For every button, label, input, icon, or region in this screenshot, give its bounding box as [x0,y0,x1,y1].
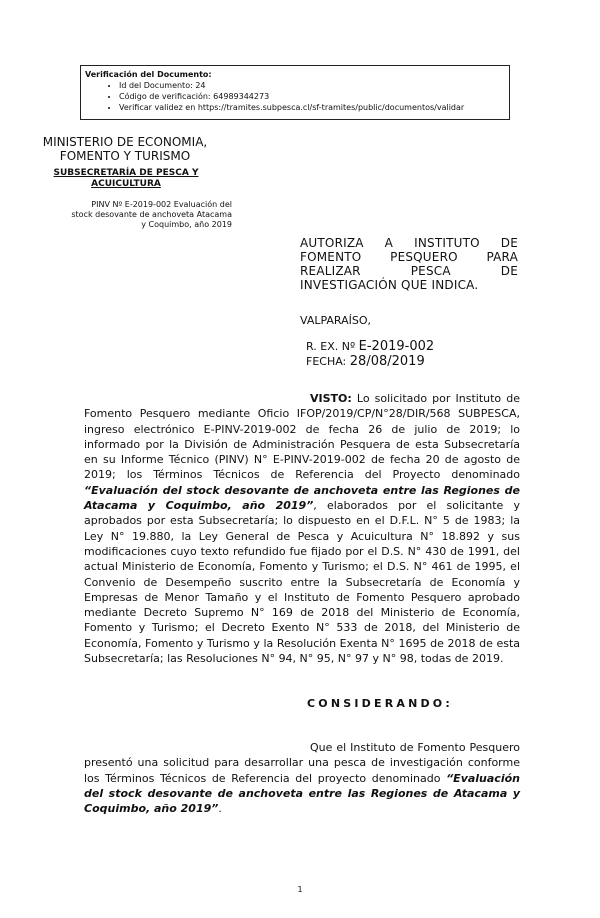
ministry-line-1: MINISTERIO DE ECONOMIA, [42,135,208,149]
subsecretaria-line-2: ACUICULTURA [91,179,161,189]
verification-id: • Id del Documento: 24 [119,80,509,91]
verification-url[interactable]: • Verificar validez en https://tramites.subpesca.cl/sf-tramites/public/documentos/validar [119,102,509,113]
considerando-text-b: . [218,802,222,816]
place-label: VALPARAÍSO, [300,314,372,327]
visto-paragraph [84,391,520,666]
ministry-name [20,135,230,163]
pinv-line-2: stock desovante de anchoveta Atacama [71,210,232,219]
verification-title: Verificación del Documento: [85,70,212,79]
date-value: 28/08/2019 [349,354,425,369]
pinv-reference [20,200,232,230]
considerando-project-name: “Evaluación del stock desovante de anchoveta entre las Regiones de Atacama y Coquimbo, año 2019” [84,771,520,816]
page-number: 1 [297,885,303,894]
resolution-date-line [306,354,434,369]
date-label: FECHA: [306,355,347,368]
visto-project-name: “Evaluación del stock desovante de anchoveta entre las Regiones de Atacama y Coquimbo, año 2019” [84,483,520,513]
verification-list [85,80,509,113]
considerando-heading: CONSIDERANDO: [307,697,453,710]
pinv-line-3: y Coquimbo, año 2019 [141,220,232,229]
document-title: AUTORIZA A INSTITUTO DE FOMENTO PESQUERO PARA REALIZAR PESCA DE INVESTIGACIÓN QUE INDICA. [300,236,518,292]
considerando-text-a: Que el Instituto de Fomento Pesquero presentó una solicitud para desarrollar una pesca de investigación conforme los Términos Técnicos de Referencia del proyecto denominado [84,741,520,785]
resolution-number-line [306,339,434,354]
document-verification-box [80,65,510,120]
considerando-paragraph [84,740,520,816]
visto-label: VISTO: [310,392,352,405]
rex-value: E-2019-002 [358,339,435,354]
rex-label: R. EX. Nº [306,340,356,353]
resolution-block [306,339,434,369]
pinv-line-1: PINV Nº E-2019-002 Evaluación del [91,200,232,209]
ministry-line-2: FOMENTO Y TURISMO [59,149,191,163]
visto-text-b: , elaborados por el solicitante y aprobados por esta Subsecretaría; lo dispuesto en el D.F.L. N° 5 de 1983; la Ley N° 19.880, la Ley General de Pesca y Acuicultura N° 18.892 y sus modificaciones cuyo texto refundido fue fijado por el D.S. N° 430 de 1991, del actual Ministerio de Economía, Fomento y Turismo; el D.S. N° 461 de 1995, el Convenio de Desempeño suscrito entre la Subsecretaría de Economía y Empresas de Menor Tamaño y el Instituto de Fomento Pesquero aprobado mediante Decreto Supremo N° 169 de 2018 del Ministerio de Economía, Fomento y Turismo; el Decreto Exento N° 533 de 2018, del Ministerio de Economía, Fomento y Turismo y la Resolución Exenta N° 1695 de 2018 de esta Subsecretaría; las Resoluciones N° 94, N° 95, N° 97 y N° 98, todas de 2019. [84,499,520,666]
visto-text-a: Lo solicitado por Instituto de Fomento Pesquero mediante Oficio IFOP/2019/CP/N°28/DIR/568 SUBPESCA, ingreso electrónico E-PINV-2019-002 de fecha 26 de julio de 2019; lo informado por la División de Administración Pesquera de esta Subsecretaría en su Informe Técnico (PINV) N° E-PINV-2019-002 de fecha 20 de agosto de 2019; los Términos Técnicos de Referencia del Proyecto denominado [84,392,520,482]
subsecretaria-line-1: SUBSECRETARÍA DE PESCA Y [53,168,199,178]
verification-code: • Código de verificación: 64989344273 [119,91,509,102]
subsecretaria-name [20,168,232,190]
